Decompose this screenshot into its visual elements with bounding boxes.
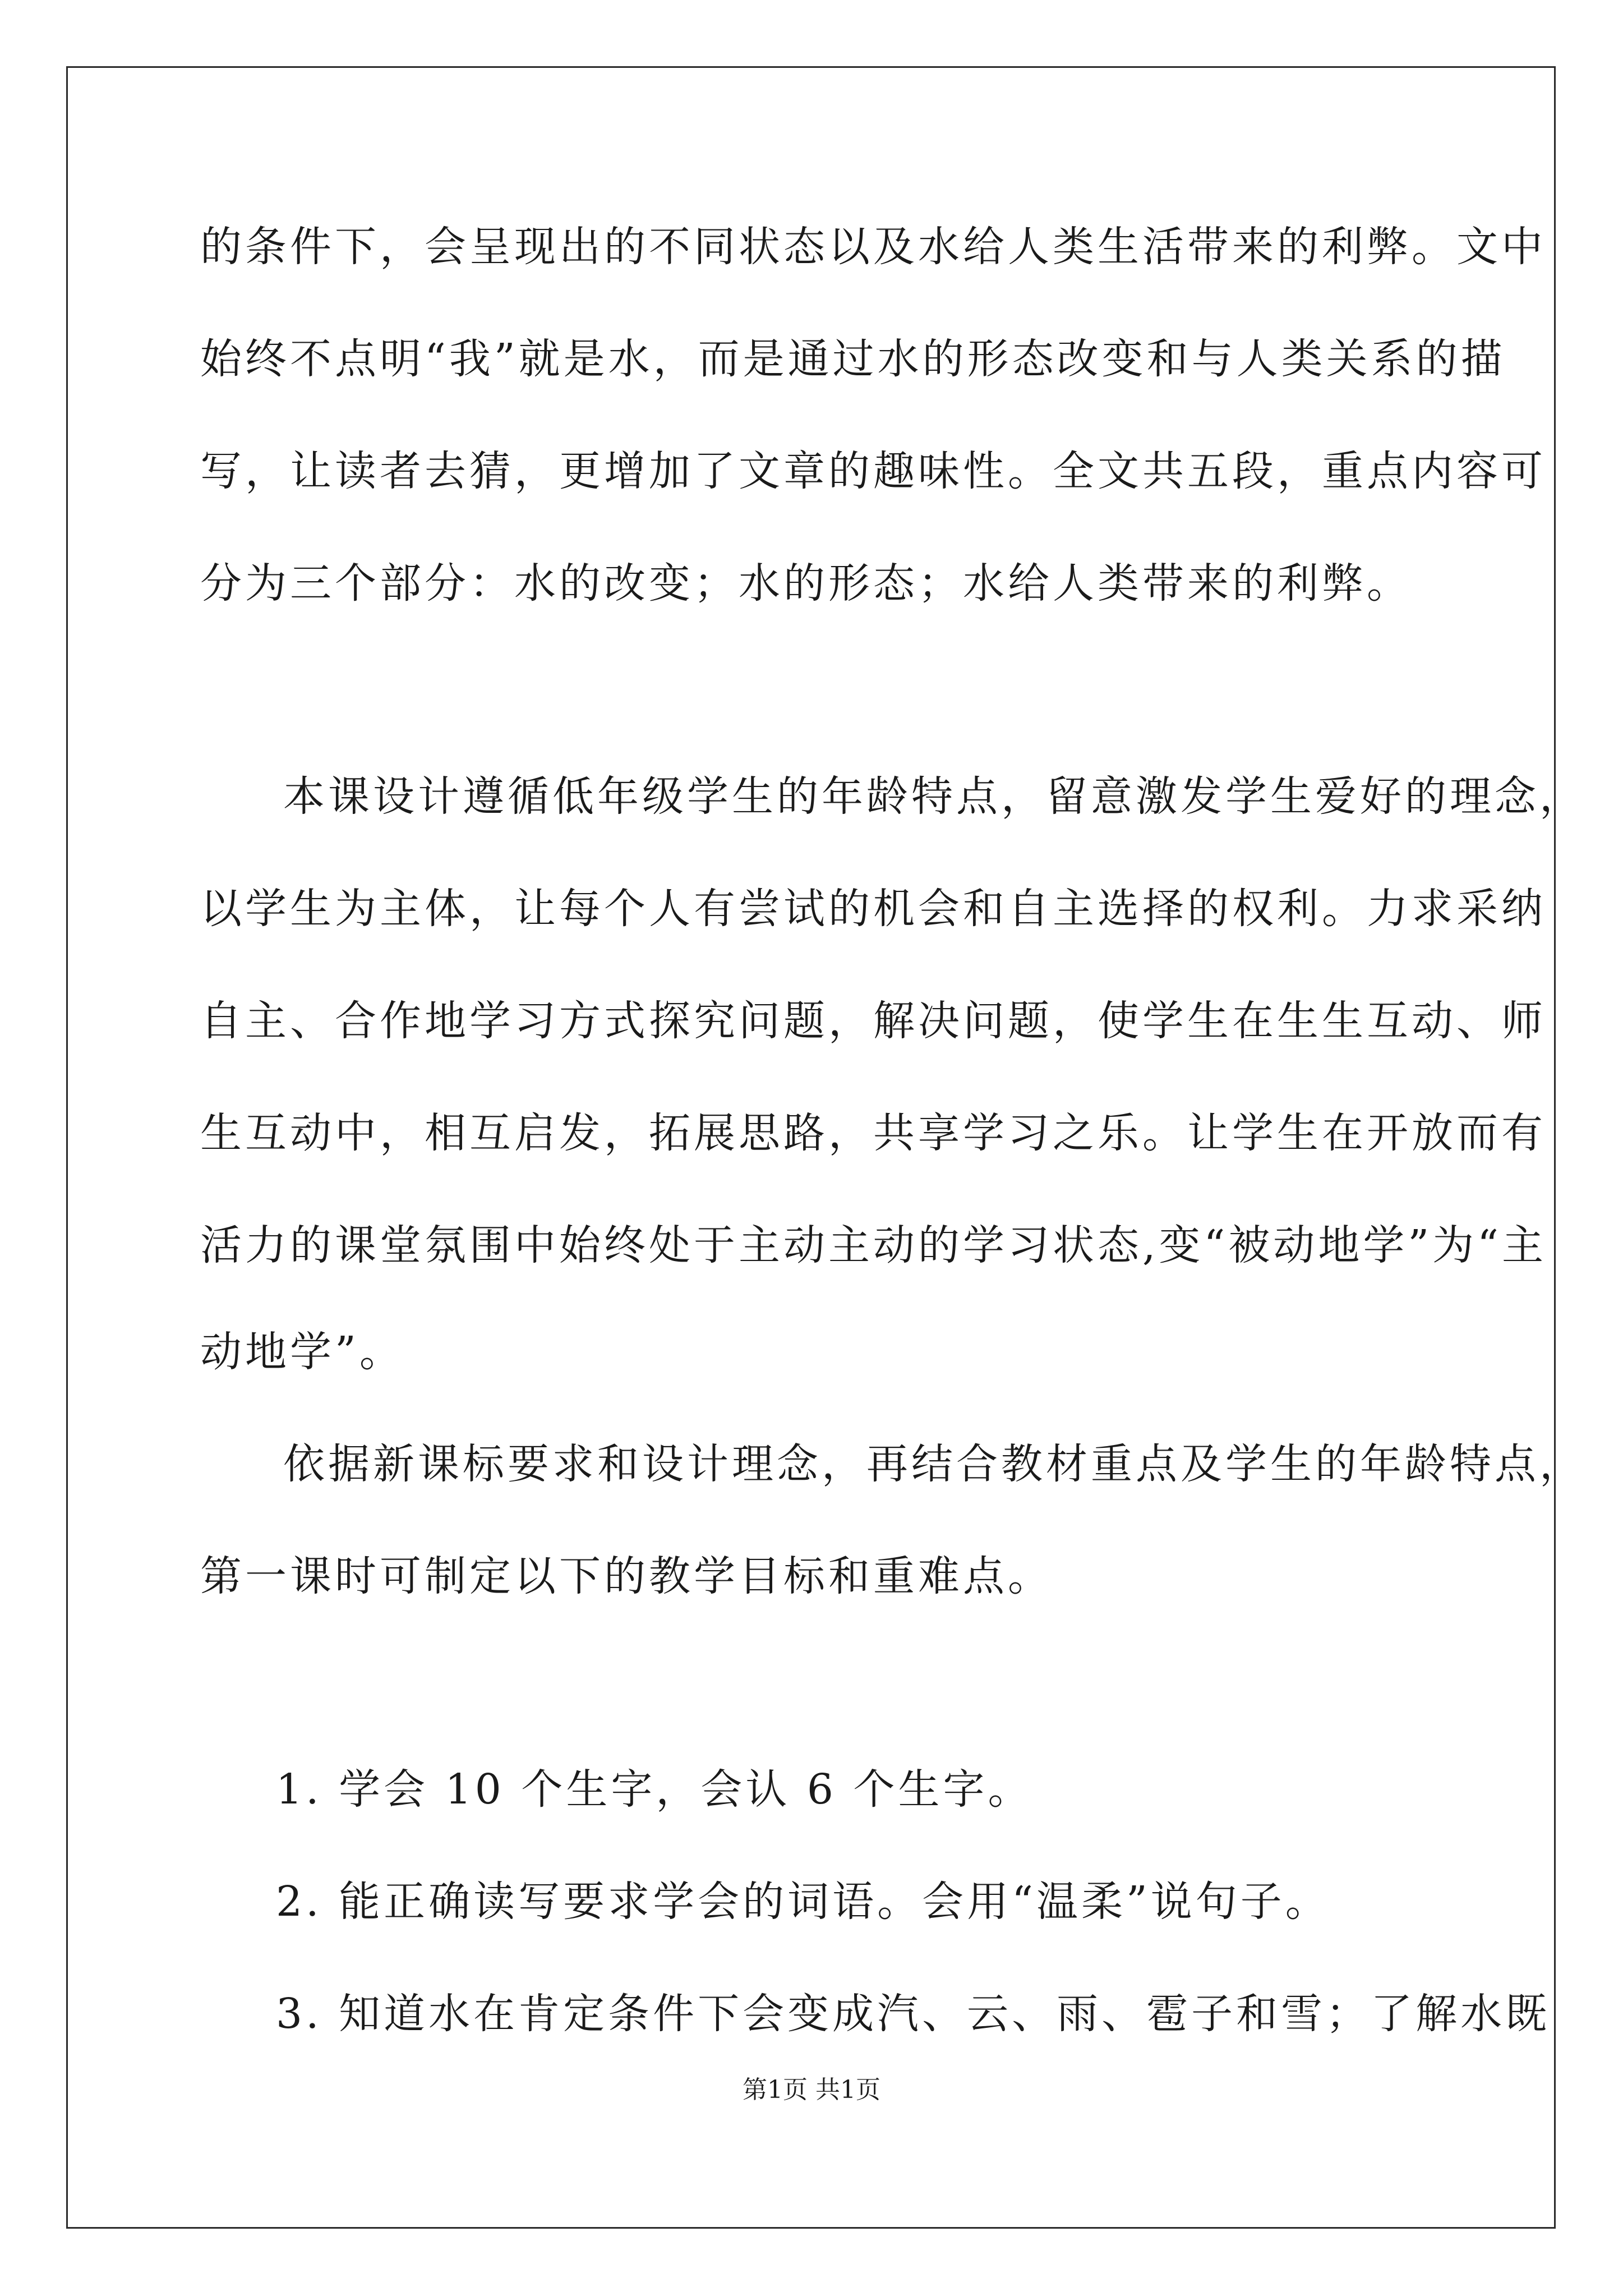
list-item: 1. 学会 10 个生字，会认 6 个生字。 [276, 1765, 1033, 1814]
text-line: 始终不点明“我”就是水，而是通过水的形态改变和与人类关系的描 [200, 335, 1506, 383]
text-line: 生互动中，相互启发，拓展思路，共享学习之乐。让学生在开放而有 [200, 1109, 1546, 1157]
text-line: 以学生为主体，让每个人有尝试的机会和自主选择的权利。力求采纳 [200, 885, 1546, 933]
text-line: 活力的课堂氛围中始终处于主动主动的学习状态,变“被动地学”为“主 [200, 1221, 1547, 1269]
text-line: 写，让读者去猜，更增加了文章的趣味性。全文共五段，重点内容可 [200, 447, 1546, 495]
page-footer [0, 2073, 1623, 2107]
page-number: 第1页 共1页 [743, 2076, 880, 2104]
text-line: 分为三个部分：水的改变；水的形态；水给人类带来的利弊。 [200, 559, 1412, 608]
list-item: 2. 能正确读写要求学会的词语。会用“温柔”说句子。 [276, 1878, 1330, 1926]
text-line: 第一课时可制定以下的教学目标和重难点。 [200, 1552, 1053, 1600]
text-line: 依据新课标要求和设计理念，再结合教材重点及学生的年龄特点， [283, 1440, 1584, 1488]
text-line: 自主、合作地学习方式探究问题，解决问题，使学生在生生互动、师 [200, 997, 1546, 1045]
text-line: 的条件下，会呈现出的不同状态以及水给人类生活带来的利弊。文中 [200, 223, 1546, 271]
list-item: 3. 知道水在肯定条件下会变成汽、云、雨、雹子和雪；了解水既 [276, 1990, 1551, 2038]
text-line: 本课设计遵循低年级学生的年龄特点，留意激发学生爱好的理念， [283, 772, 1584, 821]
text-line: 动地学”。 [200, 1328, 404, 1376]
